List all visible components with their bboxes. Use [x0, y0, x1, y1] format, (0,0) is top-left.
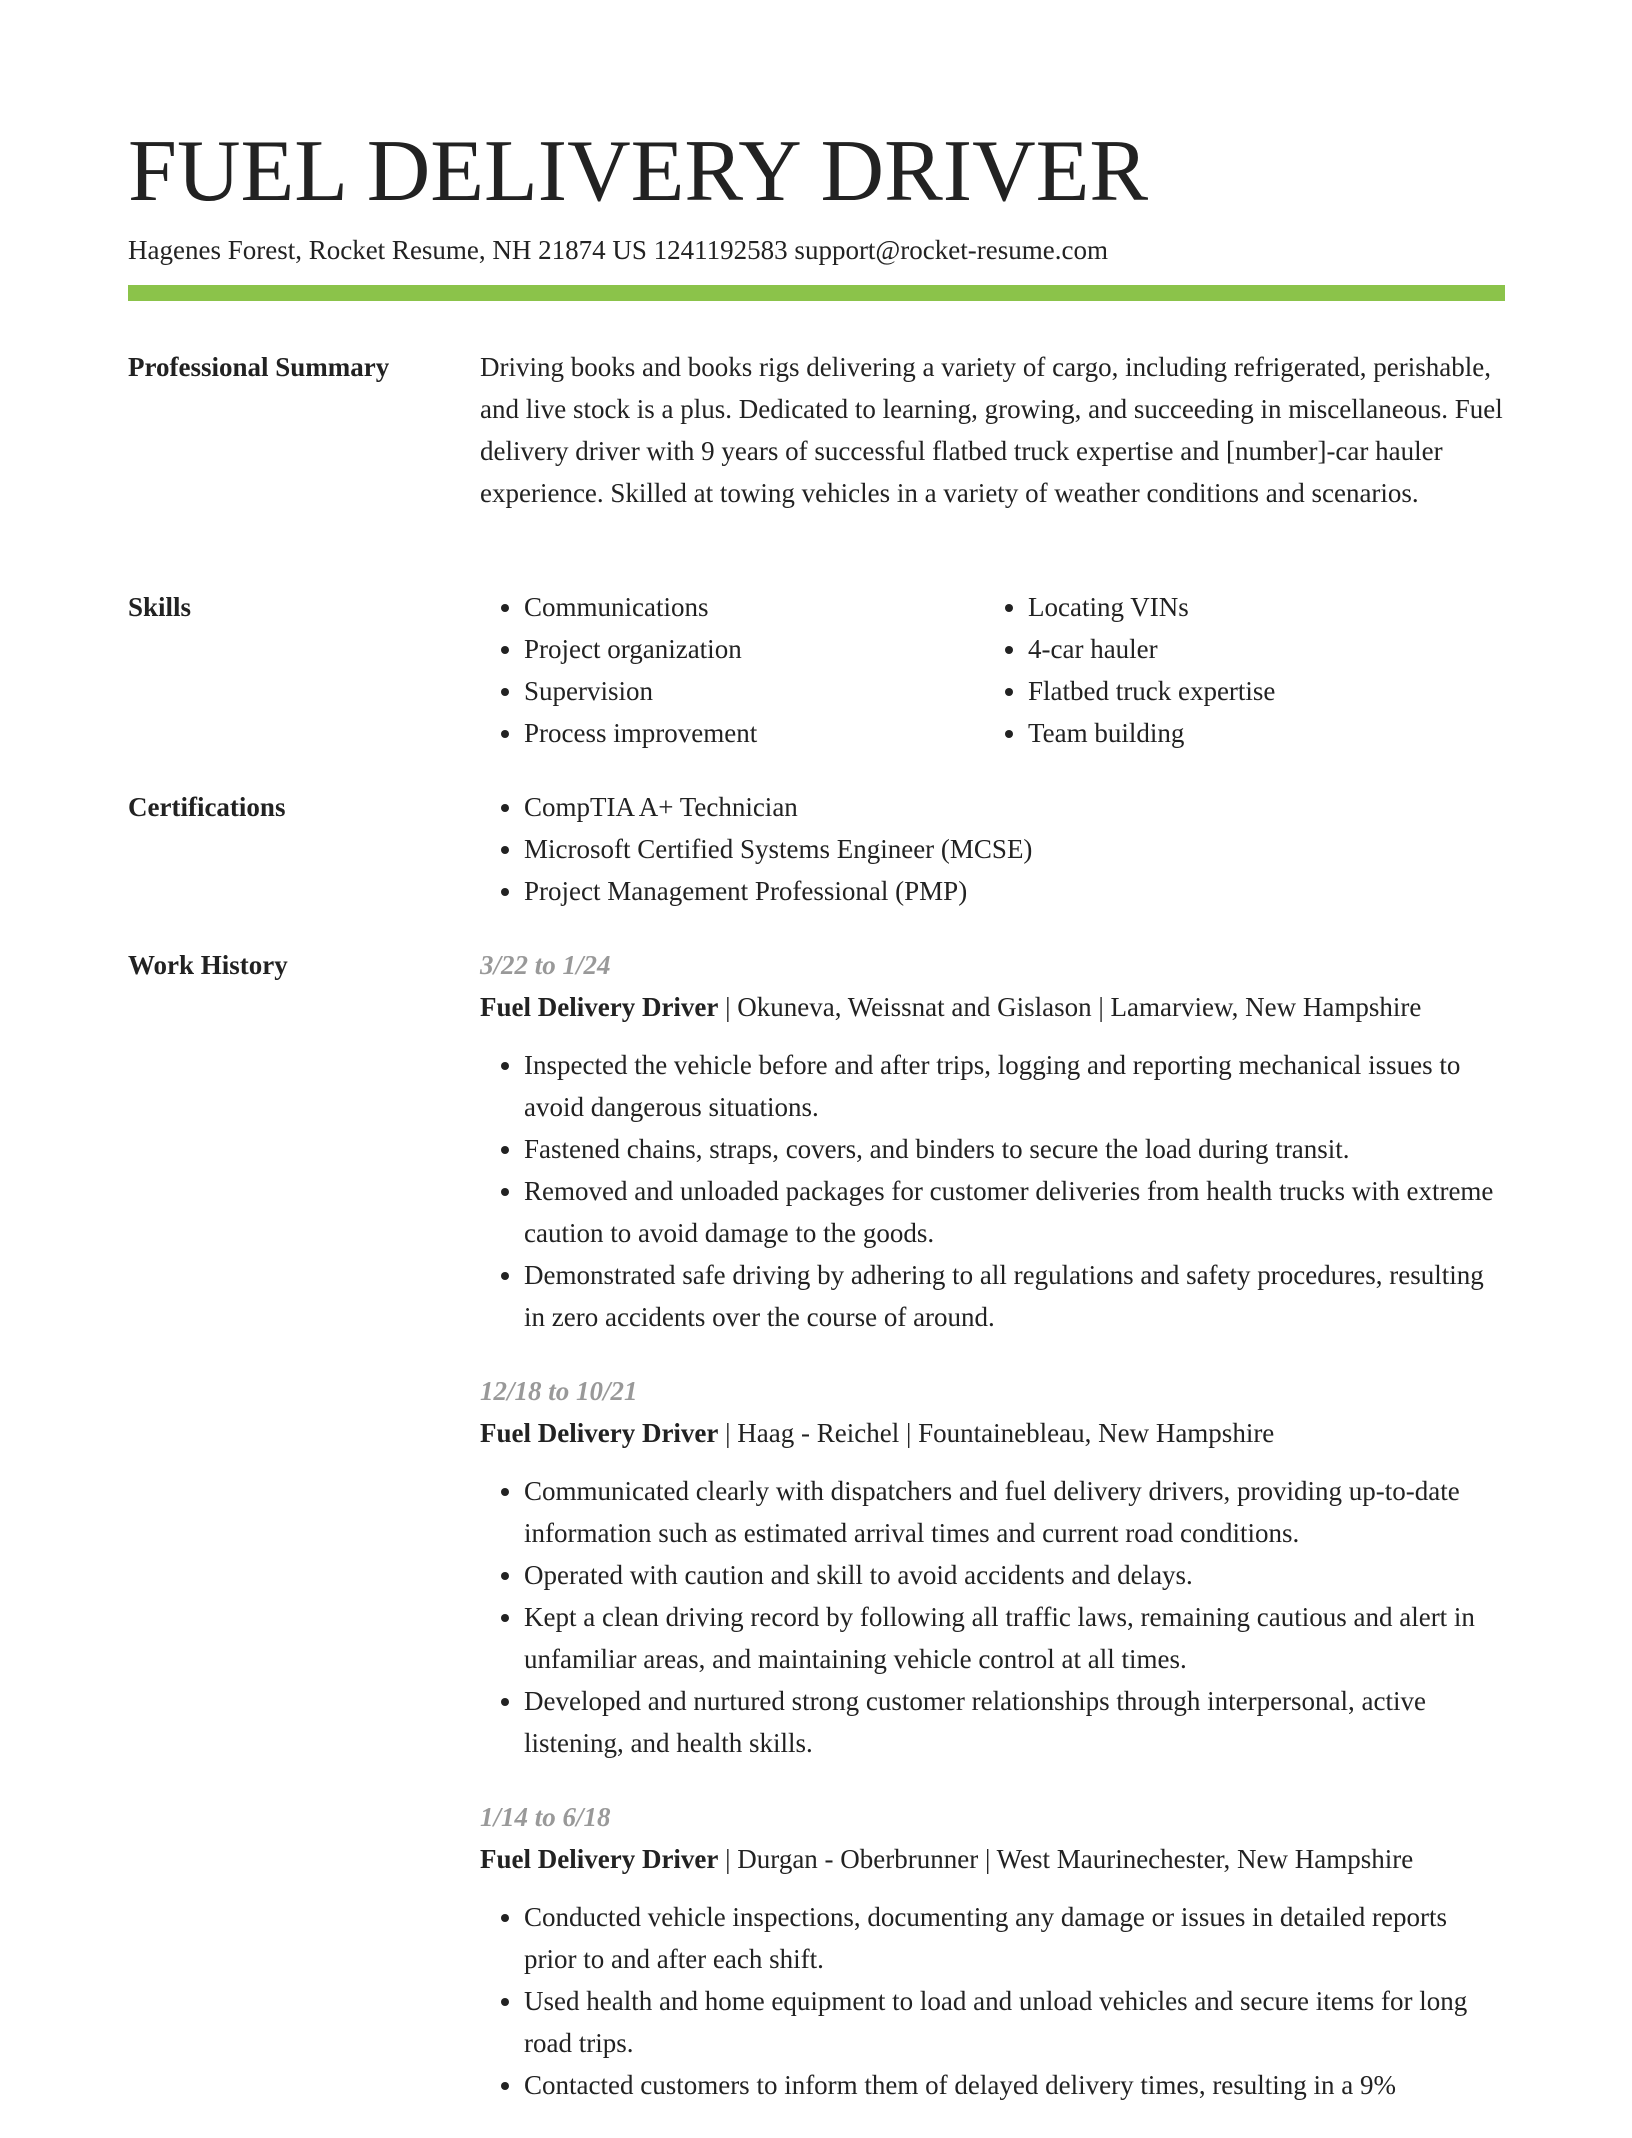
contact-line: Hagenes Forest, Rocket Resume, NH 21874 US 1241192583 support@rocket-resume.com [128, 235, 1108, 265]
job-duty: • Removed and unloaded packages for customer deliveries from health trucks with extreme caution to avoid damage to the goods. [524, 1170, 1505, 1254]
job-duties-list [480, 1044, 1505, 1338]
skill-item: • Communications [524, 586, 984, 628]
skill-item: • Project organization [524, 628, 984, 670]
job-duty: • Used health and home equipment to load and unload vehicles and secure items for long road trips. [524, 1980, 1505, 2064]
job-dates: 12/18 to 10/21 [480, 1376, 638, 1406]
job-heading [480, 986, 1505, 1028]
job-title: Fuel Delivery Driver [480, 1418, 719, 1448]
skill-item: • Process improvement [524, 712, 984, 754]
job-duties-list [480, 1896, 1505, 2106]
job-heading [480, 1838, 1505, 1880]
skill-item: • Flatbed truck expertise [1028, 670, 1488, 712]
job-duty: • Conducted vehicle inspections, documenting any damage or issues in detailed reports prior to and after each shift. [524, 1896, 1505, 1980]
skills-list-left [480, 586, 984, 754]
resume-title: FUEL DELIVERY DRIVER [128, 123, 1149, 220]
certifications-heading: Certifications [128, 792, 286, 822]
skills-list-right [984, 586, 1488, 754]
job-duty: • Demonstrated safe driving by adhering to all regulations and safety procedures, resulting in zero accidents over the course of around. [524, 1254, 1505, 1338]
skill-item: • Locating VINs [1028, 586, 1488, 628]
job-duty: • Contacted customers to inform them of delayed delivery times, resulting in a 9% [524, 2064, 1505, 2106]
job-duties-list [480, 1470, 1505, 1764]
work-history-heading: Work History [128, 950, 288, 980]
job-entry [480, 1370, 1505, 1764]
skills-heading: Skills [128, 592, 192, 622]
skill-item: • Supervision [524, 670, 984, 712]
job-employer-location: | Durgan - Oberbrunner | West Maurinechester, New Hampshire [718, 1844, 1414, 1874]
job-entry [480, 944, 1505, 1338]
job-duty: • Operated with caution and skill to avoid accidents and delays. [524, 1554, 1505, 1596]
job-entry [480, 1796, 1505, 2106]
certification-item: • CompTIA A+ Technician [524, 786, 1505, 828]
job-duty: • Kept a clean driving record by following all traffic laws, remaining cautious and alert in unfamiliar areas, and maintaining vehicle control at all times. [524, 1596, 1505, 1680]
certification-item: • Microsoft Certified Systems Engineer (MCSE) [524, 828, 1505, 870]
job-dates: 3/22 to 1/24 [480, 950, 611, 980]
header-divider [128, 285, 1505, 301]
job-dates: 1/14 to 6/18 [480, 1802, 611, 1832]
skill-item: • 4-car hauler [1028, 628, 1488, 670]
job-duty: • Communicated clearly with dispatchers and fuel delivery drivers, providing up-to-date information such as estimated arrival times and current road conditions. [524, 1470, 1505, 1554]
job-heading [480, 1412, 1505, 1454]
job-duty: • Fastened chains, straps, covers, and binders to secure the load during transit. [524, 1128, 1505, 1170]
job-duty: • Inspected the vehicle before and after trips, logging and reporting mechanical issues to avoid dangerous situations. [524, 1044, 1505, 1128]
job-title: Fuel Delivery Driver [480, 992, 719, 1022]
summary-text: Driving books and books rigs delivering a variety of cargo, including refrigerated, perishable, and live stock is a plus. Dedicated to learning, growing, and succeeding in miscellaneous. Fuel delivery driver with 9 years of successful flatbed truck expertise and [number]-car hauler experience. Skilled at towing vehicles in a variety of weather conditions and scenarios. [480, 352, 1503, 508]
skill-item: • Team building [1028, 712, 1488, 754]
job-duty: • Developed and nurtured strong customer relationships through interpersonal, active listening, and health skills. [524, 1680, 1505, 1764]
certification-item: • Project Management Professional (PMP) [524, 870, 1505, 912]
summary-heading: Professional Summary [128, 352, 390, 382]
certifications-list [480, 786, 1505, 912]
job-employer-location: | Haag - Reichel | Fountainebleau, New Hampshire [718, 1418, 1275, 1448]
job-employer-location: | Okuneva, Weissnat and Gislason | Lamarview, New Hampshire [718, 992, 1422, 1022]
job-title: Fuel Delivery Driver [480, 1844, 719, 1874]
